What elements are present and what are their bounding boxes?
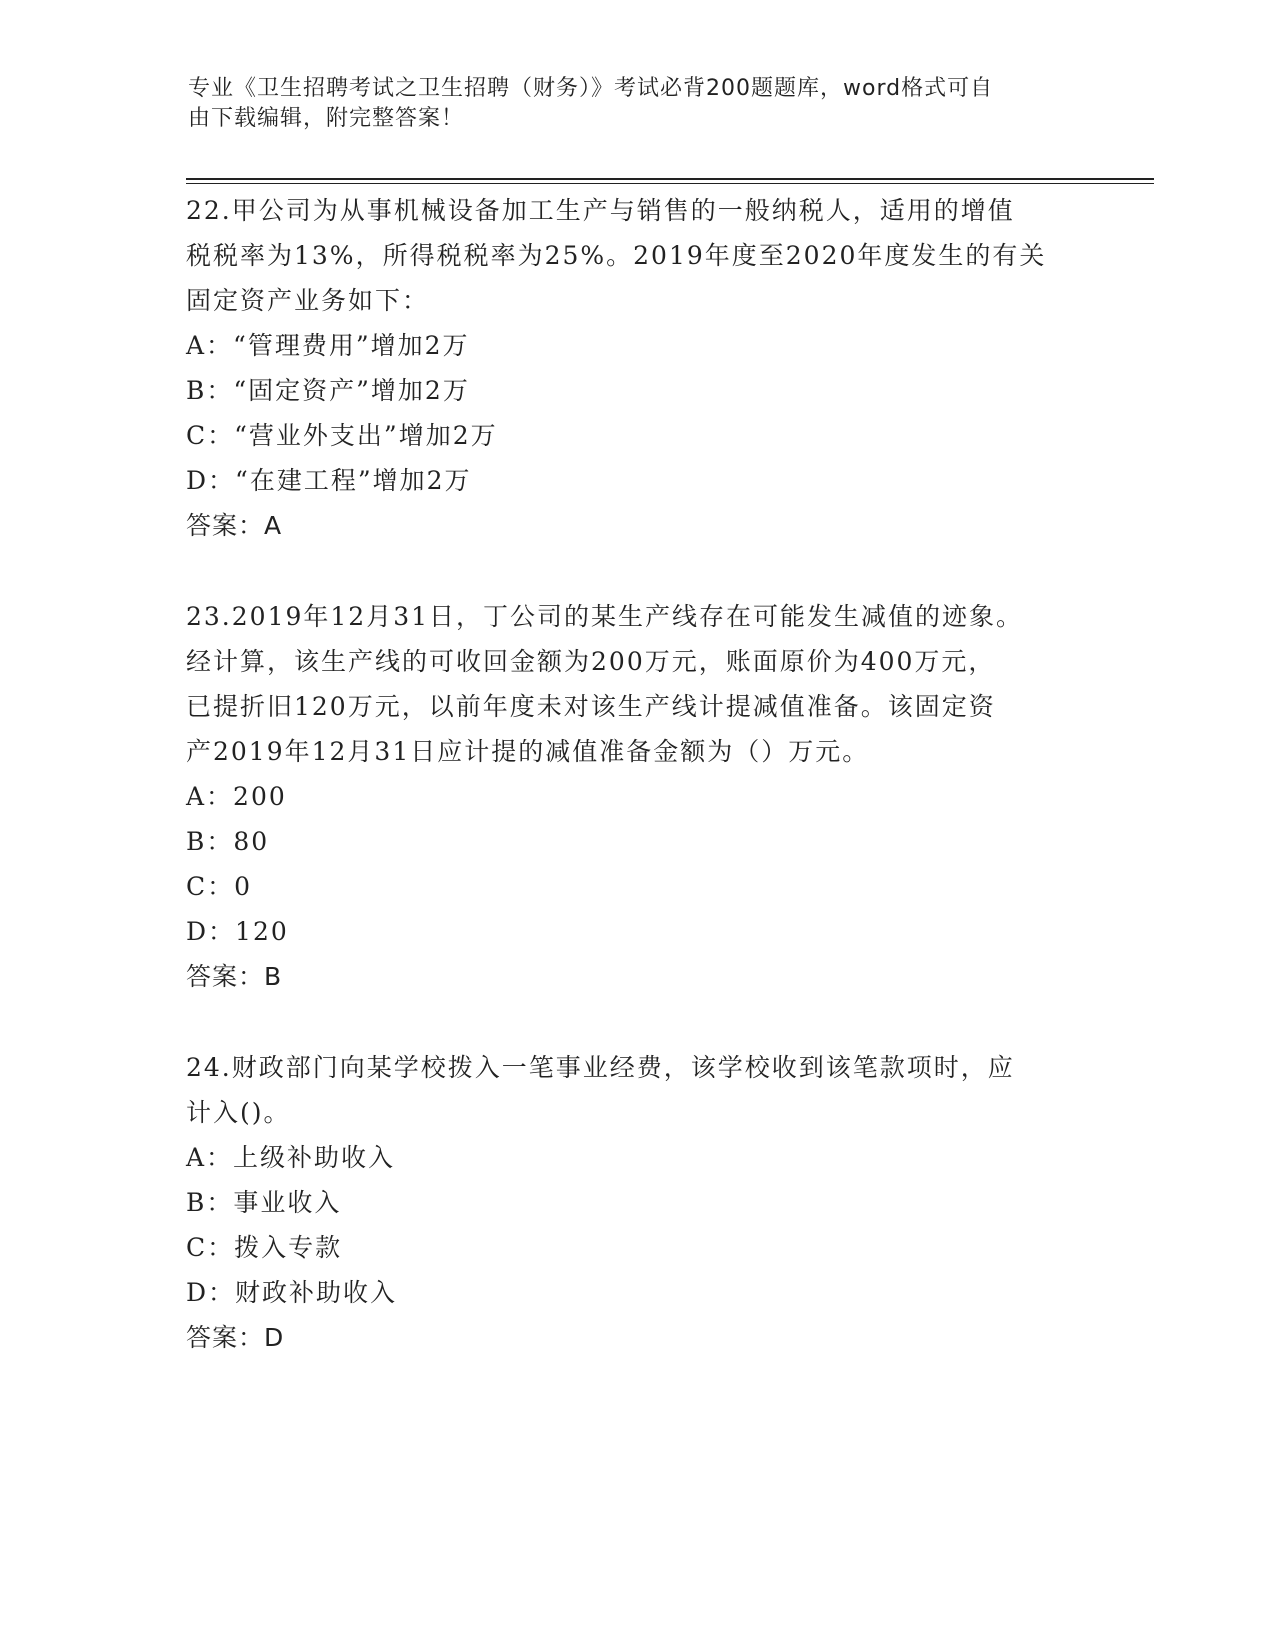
option-c: C：“营业外支出”增加2万: [186, 421, 498, 450]
answer-line: 答案：B: [186, 962, 283, 991]
header-divider-thick: [186, 178, 1154, 180]
option-d: D：“在建工程”增加2万: [186, 466, 472, 495]
option-b: B：80: [186, 827, 270, 856]
question-stem-line: 22.甲公司为从事机械设备加工生产与销售的一般纳税人，适用的增值: [186, 196, 1015, 225]
question-24: [186, 1045, 1086, 1360]
answer-line: 答案：D: [186, 1323, 285, 1352]
document-header: [188, 74, 1068, 134]
header-line-2: 由下载编辑，附完整答案！: [188, 106, 465, 131]
question-stem-line: 23.2019年12月31日，丁公司的某生产线存在可能发生减值的迹象。: [186, 602, 1024, 631]
question-stem-line: 计入()。: [186, 1098, 291, 1127]
header-line-1: 专业《卫生招聘考试之卫生招聘（财务）》考试必背200题题库，word格式可自: [188, 76, 994, 101]
header-divider-thin: [186, 183, 1154, 184]
option-a: A：“管理费用”增加2万: [186, 331, 470, 360]
question-stem-line: 经计算，该生产线的可收回金额为200万元，账面原价为400万元，: [186, 647, 996, 676]
option-c: C：0: [186, 872, 253, 901]
answer-line: 答案：A: [186, 511, 283, 540]
option-d: D：120: [186, 917, 289, 946]
question-stem-line: 产2019年12月31日应计提的减值准备金额为（）万元。: [186, 737, 870, 766]
question-list: [186, 188, 1086, 1406]
question-23: [186, 594, 1086, 999]
option-d: D：财政补助收入: [186, 1278, 398, 1307]
option-a: A：200: [186, 782, 287, 811]
question-22: [186, 188, 1086, 548]
question-stem-line: 已提折旧120万元，以前年度未对该生产线计提减值准备。该固定资: [186, 692, 996, 721]
option-a: A：上级补助收入: [186, 1143, 396, 1172]
question-stem-line: 税税率为13%，所得税税率为25%。2019年度至2020年度发生的有关: [186, 241, 1047, 270]
option-c: C：拨入专款: [186, 1233, 343, 1262]
question-stem-line: 24.财政部门向某学校拨入一笔事业经费，该学校收到该笔款项时，应: [186, 1053, 1015, 1082]
question-stem-line: 固定资产业务如下：: [186, 286, 430, 315]
option-b: B：“固定资产”增加2万: [186, 376, 470, 405]
option-b: B：事业收入: [186, 1188, 342, 1217]
